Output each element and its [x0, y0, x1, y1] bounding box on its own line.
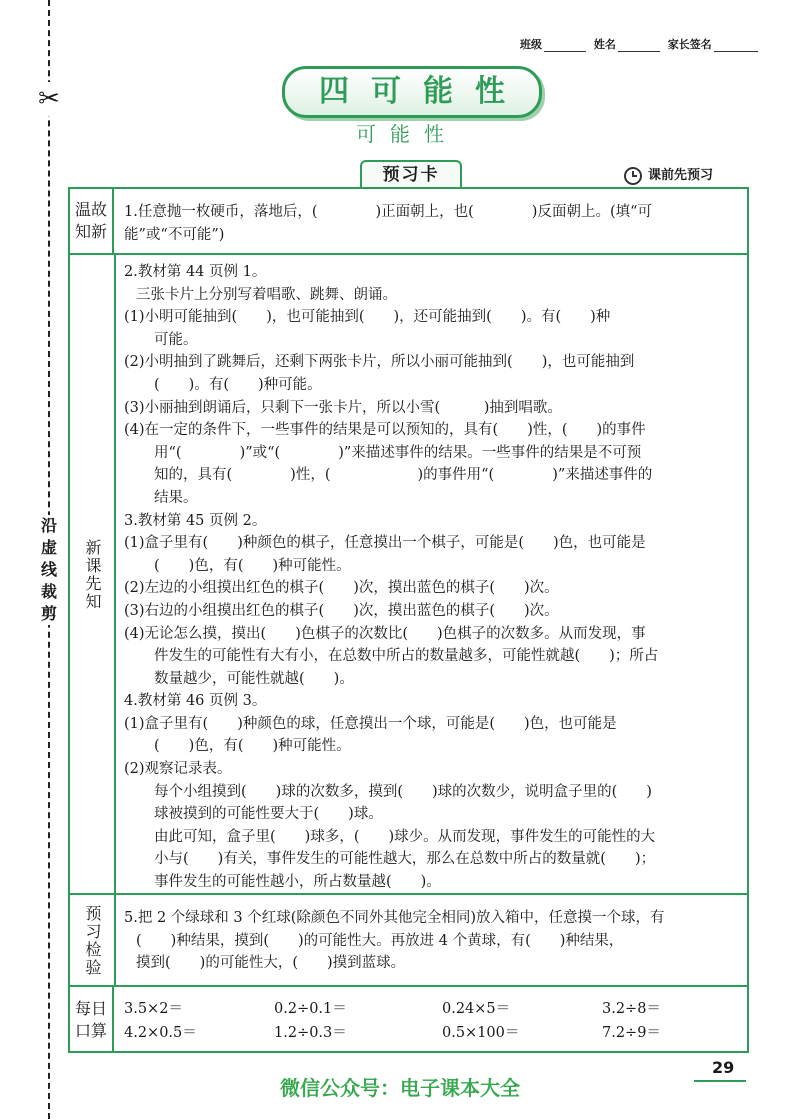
text-line: 知的，具有( )性，( )的事件用“( )”来描述事件的 — [154, 467, 653, 484]
name-blank[interactable] — [618, 51, 660, 52]
text-line: 1.任意抛一枚硬币，落地后，( )正面朝上，也( )反面朝上。(填“可 — [124, 204, 653, 220]
scissors-icon: ✂ — [34, 82, 64, 116]
text-line: 用“( )”或“( )”来描述事件的结果。一些事件的结果是不可预 — [154, 444, 642, 461]
review-text — [124, 201, 739, 246]
text-line: (1)盒子里有( )种颜色的棋子，任意摸出一个棋子，可能是( )色，也可能是 — [124, 535, 646, 552]
section-check — [70, 893, 747, 987]
text-line: 4.教材第 46 页例 3。 — [124, 693, 267, 710]
section-daily — [70, 985, 747, 1053]
text-line: (3)右边的小组摸出红色的棋子( )次，摸出蓝色的棋子( )次。 — [124, 602, 559, 619]
text-line: 摸到( )的可能性大，( )摸到蓝球。 — [136, 955, 406, 972]
text-line: (2)小明抽到了跳舞后，还剩下两张卡片，所以小丽可能抽到( )，也可能抽到 — [124, 354, 635, 371]
text-line: (4)在一定的条件下，一些事件的结果是可以预知的，具有( )性，( )的事件 — [124, 422, 646, 439]
text-line: 数量越少，可能性就越( )。 — [154, 670, 354, 687]
text-line: (1)盒子里有( )种颜色的球，任意摸出一个球，可能是( )色，也可能是 — [124, 715, 617, 732]
text-line: 由此可知，盒子里( )球多，( )球少。从而发现，事件发生的可能性的大 — [154, 828, 656, 845]
text-line: 3.教材第 45 页例 2。 — [124, 512, 267, 529]
preview-badge — [624, 164, 713, 185]
calc-item: 1.2÷0.3＝ — [274, 1025, 347, 1041]
text-line: (3)小丽抽到朗诵后，只剩下一张卡片，所以小雪( )抽到唱歌。 — [124, 399, 562, 416]
text-line: (4)无论怎么摸，摸出( )色棋子的次数比( )色棋子的次数多。从而发现，事 — [124, 625, 646, 642]
text-line: ( )。有( )种可能。 — [154, 376, 322, 393]
text-line: 2.教材第 44 页例 1。 — [124, 264, 267, 280]
header-fields — [520, 36, 762, 52]
calc-item: 4.2×0.5＝ — [124, 1025, 197, 1041]
text-line: ( )种结果，摸到( )的可能性大。再放进 4 个黄球，有( )种结果， — [136, 932, 624, 949]
text-line: 5.把 2 个绿球和 3 个红球(除颜色不同外其他完全相同)放入箱中，任意摸一个球，有 — [124, 910, 665, 926]
watermark: 微信公众号：电子课本大全 — [280, 1076, 520, 1100]
text-line: 件发生的可能性有大有小，在总数中所占的数量越多，可能性就越( )；所占 — [154, 648, 659, 665]
section-label-check: 预习检验 — [70, 895, 116, 987]
section-new — [70, 253, 747, 895]
preview-label: 课前先预习 — [648, 168, 714, 183]
text-line: (1)小明可能抽到( )，也可能抽到( )，还可能抽到( )。有( )种 — [124, 309, 611, 326]
text-line: 小与( )有关，事件发生的可能性越大，那么在总数中所占的数量就( )； — [154, 851, 656, 868]
text-line: 事件发生的可能性越小，所占数量越( )。 — [154, 874, 441, 891]
calc-item: 7.2÷9＝ — [602, 1025, 661, 1041]
text-line: ( )色，有( )种可能性。 — [154, 557, 351, 574]
text-line: 球被摸到的可能性要大于( )球。 — [154, 806, 383, 823]
unit-title: 四可能性 — [282, 66, 542, 118]
calc-item: 3.5×2＝ — [124, 1001, 183, 1017]
parent-signature-blank[interactable] — [714, 51, 758, 52]
section-label-new: 新课先知 — [70, 255, 116, 895]
clock-icon — [624, 167, 642, 185]
page-number: 29 — [712, 1058, 735, 1077]
class-label: 班级 — [520, 38, 542, 51]
preview-card — [68, 187, 749, 1053]
check-text — [124, 907, 739, 975]
lesson-title: 可能性 — [356, 122, 458, 146]
section-label-review: 温故知新 — [70, 189, 114, 253]
text-line: 结果。 — [154, 489, 198, 506]
class-blank[interactable] — [544, 51, 586, 52]
text-line: 能”或“不可能”) — [124, 226, 225, 243]
calc-item: 3.2÷8＝ — [602, 1001, 661, 1017]
parent-signature-label: 家长签名 — [667, 38, 712, 51]
calc-item: 0.5×100＝ — [442, 1025, 520, 1041]
text-line: 每个小组摸到( )球的次数多，摸到( )球的次数少，说明盒子里的( ) — [154, 783, 652, 800]
section-review — [70, 189, 747, 253]
text-line: ( )色，有( )种可能性。 — [154, 738, 351, 755]
calc-item: 0.24×5＝ — [442, 1001, 511, 1017]
card-title: 预习卡 — [360, 160, 462, 188]
section-label-daily: 每日口算 — [70, 987, 114, 1053]
new-text — [124, 261, 739, 894]
cut-instruction: 沿虚线裁剪 — [38, 515, 60, 625]
text-line: 三张卡片上分别写着唱歌、跳舞、朗诵。 — [136, 286, 397, 303]
calc-item: 0.2÷0.1＝ — [274, 1001, 347, 1017]
name-label: 姓名 — [593, 38, 616, 51]
text-line: 可能。 — [154, 331, 198, 348]
text-line: (2)观察记录表。 — [124, 761, 232, 778]
text-line: (2)左边的小组摸出红色的棋子( )次，摸出蓝色的棋子( )次。 — [124, 580, 559, 597]
